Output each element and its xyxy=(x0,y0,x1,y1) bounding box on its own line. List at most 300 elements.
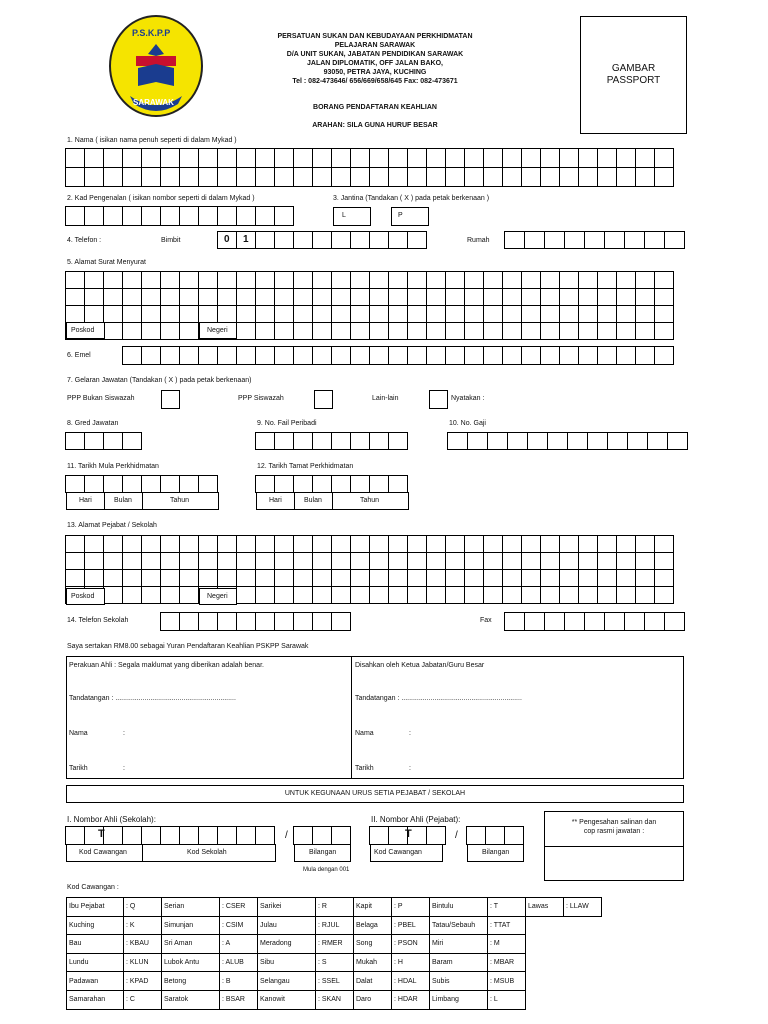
input-cell[interactable] xyxy=(483,586,503,604)
input-cell[interactable] xyxy=(217,346,237,365)
input-cell[interactable] xyxy=(293,271,313,289)
input-cell[interactable] xyxy=(540,305,560,323)
input-cell[interactable] xyxy=(587,432,608,450)
input-cell[interactable] xyxy=(141,148,161,168)
gaji-grid[interactable] xyxy=(448,433,688,450)
input-cell[interactable] xyxy=(507,432,528,450)
input-cell[interactable] xyxy=(141,288,161,306)
input-cell[interactable] xyxy=(274,346,294,365)
input-cell[interactable] xyxy=(616,569,636,587)
nama-grid[interactable] xyxy=(66,149,674,187)
input-cell[interactable] xyxy=(664,612,685,631)
ppp-sis-checkbox[interactable] xyxy=(314,390,333,409)
input-cell[interactable] xyxy=(255,231,275,249)
input-cell[interactable] xyxy=(540,167,560,187)
input-cell[interactable] xyxy=(331,271,351,289)
input-cell[interactable] xyxy=(65,305,85,323)
input-cell[interactable] xyxy=(388,586,408,604)
input-cell[interactable] xyxy=(559,305,579,323)
input-cell[interactable] xyxy=(236,535,256,553)
input-cell[interactable] xyxy=(312,167,332,187)
input-cell[interactable] xyxy=(122,826,142,845)
input-cell[interactable] xyxy=(255,475,275,493)
input-cell[interactable] xyxy=(502,586,522,604)
input-cell[interactable] xyxy=(369,148,389,168)
input-cell[interactable] xyxy=(312,322,332,340)
input-cell[interactable] xyxy=(567,432,588,450)
input-cell[interactable] xyxy=(160,305,180,323)
input-cell[interactable] xyxy=(483,167,503,187)
bilangan-pejabat-grid[interactable] xyxy=(467,827,524,845)
input-cell[interactable] xyxy=(466,826,486,845)
input-cell[interactable] xyxy=(521,322,541,340)
input-cell[interactable] xyxy=(407,322,427,340)
input-cell[interactable] xyxy=(654,569,674,587)
input-cell[interactable] xyxy=(350,346,370,365)
input-cell[interactable] xyxy=(654,305,674,323)
input-cell[interactable] xyxy=(293,612,313,631)
input-cell[interactable] xyxy=(464,167,484,187)
input-cell[interactable] xyxy=(445,305,465,323)
input-cell[interactable] xyxy=(103,569,123,587)
jantina-p-box[interactable] xyxy=(391,207,429,226)
input-cell[interactable] xyxy=(407,346,427,365)
input-cell[interactable] xyxy=(160,612,180,631)
input-cell[interactable] xyxy=(103,432,123,450)
input-cell[interactable] xyxy=(293,586,313,604)
input-cell[interactable] xyxy=(350,305,370,323)
input-cell[interactable] xyxy=(426,346,446,365)
input-cell[interactable] xyxy=(65,475,85,493)
input-cell[interactable] xyxy=(483,288,503,306)
input-cell[interactable] xyxy=(255,569,275,587)
input-cell[interactable] xyxy=(198,826,218,845)
input-cell[interactable] xyxy=(65,826,85,845)
input-cell[interactable] xyxy=(160,206,180,226)
input-cell[interactable] xyxy=(388,552,408,570)
input-cell[interactable] xyxy=(160,552,180,570)
input-cell[interactable] xyxy=(547,432,568,450)
input-cell[interactable] xyxy=(141,322,161,340)
input-cell[interactable] xyxy=(331,475,351,493)
input-cell[interactable] xyxy=(464,586,484,604)
input-cell[interactable] xyxy=(559,586,579,604)
input-cell[interactable] xyxy=(426,288,446,306)
input-cell[interactable] xyxy=(312,271,332,289)
input-cell[interactable] xyxy=(464,552,484,570)
input-cell[interactable] xyxy=(521,288,541,306)
lain-checkbox[interactable] xyxy=(429,390,448,409)
input-cell[interactable] xyxy=(654,288,674,306)
input-cell[interactable] xyxy=(141,167,161,187)
input-cell[interactable] xyxy=(654,148,674,168)
input-cell[interactable] xyxy=(141,346,161,365)
input-cell[interactable] xyxy=(236,346,256,365)
input-cell[interactable] xyxy=(141,535,161,553)
gred-grid[interactable] xyxy=(66,433,142,450)
input-cell[interactable] xyxy=(236,826,256,845)
input-cell[interactable] xyxy=(559,346,579,365)
input-cell[interactable] xyxy=(524,612,545,631)
input-cell[interactable] xyxy=(369,475,389,493)
input-cell[interactable] xyxy=(502,569,522,587)
input-cell[interactable] xyxy=(236,167,256,187)
input-cell[interactable] xyxy=(198,305,218,323)
input-cell[interactable] xyxy=(407,231,427,249)
input-cell[interactable] xyxy=(635,167,655,187)
input-cell[interactable] xyxy=(293,322,313,340)
input-cell[interactable] xyxy=(293,231,313,249)
input-cell[interactable] xyxy=(426,322,446,340)
input-cell[interactable] xyxy=(464,148,484,168)
input-cell[interactable] xyxy=(312,231,332,249)
input-cell[interactable] xyxy=(350,167,370,187)
input-cell[interactable] xyxy=(635,288,655,306)
input-cell[interactable] xyxy=(597,148,617,168)
input-cell[interactable] xyxy=(445,271,465,289)
input-cell[interactable] xyxy=(255,148,275,168)
tarikh-tamat-grid[interactable] xyxy=(256,476,408,493)
input-cell[interactable] xyxy=(312,475,332,493)
input-cell[interactable] xyxy=(407,586,427,604)
input-cell[interactable] xyxy=(103,586,123,604)
input-cell[interactable] xyxy=(65,288,85,306)
input-cell[interactable] xyxy=(597,322,617,340)
input-cell[interactable] xyxy=(274,612,294,631)
input-cell[interactable] xyxy=(160,569,180,587)
input-cell[interactable] xyxy=(597,586,617,604)
input-cell[interactable] xyxy=(369,231,389,249)
input-cell[interactable] xyxy=(369,535,389,553)
input-cell[interactable] xyxy=(654,552,674,570)
input-cell[interactable] xyxy=(293,148,313,168)
input-cell[interactable] xyxy=(217,288,237,306)
input-cell[interactable] xyxy=(84,535,104,553)
input-cell[interactable] xyxy=(293,346,313,365)
input-cell[interactable] xyxy=(293,475,313,493)
input-cell[interactable] xyxy=(597,305,617,323)
input-cell[interactable] xyxy=(293,305,313,323)
input-cell[interactable] xyxy=(350,535,370,553)
input-cell[interactable] xyxy=(624,612,645,631)
input-cell[interactable] xyxy=(255,167,275,187)
input-cell[interactable] xyxy=(103,206,123,226)
input-cell[interactable] xyxy=(274,231,294,249)
input-cell[interactable] xyxy=(654,535,674,553)
input-cell[interactable] xyxy=(407,552,427,570)
input-cell[interactable] xyxy=(179,586,199,604)
input-cell[interactable] xyxy=(464,535,484,553)
rumah-grid[interactable] xyxy=(505,232,685,249)
input-cell[interactable] xyxy=(179,535,199,553)
input-cell[interactable] xyxy=(578,535,598,553)
input-cell[interactable] xyxy=(65,432,85,450)
input-cell[interactable] xyxy=(350,271,370,289)
input-cell[interactable] xyxy=(584,612,605,631)
input-cell[interactable] xyxy=(388,432,408,450)
input-cell[interactable] xyxy=(544,231,565,249)
input-cell[interactable] xyxy=(559,322,579,340)
input-cell[interactable] xyxy=(293,569,313,587)
input-cell[interactable] xyxy=(65,535,85,553)
input-cell[interactable] xyxy=(559,552,579,570)
input-cell[interactable] xyxy=(426,148,446,168)
input-cell[interactable] xyxy=(312,288,332,306)
input-cell[interactable] xyxy=(274,271,294,289)
input-cell[interactable] xyxy=(122,288,142,306)
input-cell[interactable] xyxy=(540,569,560,587)
input-cell[interactable] xyxy=(312,346,332,365)
input-cell[interactable] xyxy=(179,167,199,187)
input-cell[interactable] xyxy=(521,271,541,289)
input-cell[interactable] xyxy=(274,552,294,570)
input-cell[interactable] xyxy=(350,148,370,168)
input-cell[interactable] xyxy=(369,569,389,587)
input-cell[interactable] xyxy=(331,432,351,450)
input-cell[interactable] xyxy=(559,148,579,168)
input-cell[interactable] xyxy=(217,148,237,168)
input-cell[interactable] xyxy=(635,569,655,587)
input-cell[interactable] xyxy=(540,271,560,289)
input-cell[interactable] xyxy=(388,569,408,587)
input-cell[interactable] xyxy=(654,322,674,340)
input-cell[interactable] xyxy=(426,167,446,187)
input-cell[interactable] xyxy=(84,475,104,493)
input-cell[interactable] xyxy=(578,346,598,365)
input-cell[interactable] xyxy=(198,271,218,289)
input-cell[interactable] xyxy=(521,535,541,553)
input-cell[interactable] xyxy=(122,475,142,493)
input-cell[interactable] xyxy=(426,552,446,570)
input-cell[interactable] xyxy=(644,231,665,249)
input-cell[interactable] xyxy=(369,552,389,570)
input-cell[interactable] xyxy=(521,552,541,570)
input-cell[interactable] xyxy=(160,271,180,289)
input-cell[interactable] xyxy=(369,826,389,845)
input-cell[interactable] xyxy=(502,167,522,187)
input-cell[interactable] xyxy=(540,288,560,306)
input-cell[interactable] xyxy=(160,167,180,187)
input-cell[interactable] xyxy=(312,535,332,553)
input-cell[interactable] xyxy=(141,826,161,845)
input-cell[interactable] xyxy=(559,167,579,187)
input-cell[interactable] xyxy=(274,288,294,306)
input-cell[interactable] xyxy=(485,826,505,845)
input-cell[interactable] xyxy=(179,288,199,306)
input-cell[interactable] xyxy=(604,231,625,249)
input-cell[interactable] xyxy=(293,535,313,553)
input-cell[interactable] xyxy=(388,167,408,187)
input-cell[interactable] xyxy=(578,569,598,587)
input-cell[interactable] xyxy=(667,432,688,450)
input-cell[interactable] xyxy=(255,271,275,289)
input-cell[interactable] xyxy=(635,148,655,168)
input-cell[interactable] xyxy=(350,586,370,604)
input-cell[interactable] xyxy=(388,231,408,249)
input-cell[interactable] xyxy=(274,322,294,340)
input-cell[interactable] xyxy=(654,346,674,365)
input-cell[interactable] xyxy=(464,346,484,365)
input-cell[interactable] xyxy=(179,612,199,631)
input-cell[interactable] xyxy=(647,432,668,450)
emel-grid[interactable] xyxy=(123,347,674,365)
input-cell[interactable] xyxy=(198,206,218,226)
input-cell[interactable] xyxy=(540,322,560,340)
input-cell[interactable] xyxy=(312,826,332,845)
input-cell[interactable] xyxy=(654,167,674,187)
input-cell[interactable] xyxy=(407,271,427,289)
bilangan-sekolah-grid[interactable] xyxy=(294,827,351,845)
input-cell[interactable] xyxy=(504,231,525,249)
input-cell[interactable] xyxy=(540,148,560,168)
input-cell[interactable] xyxy=(179,475,199,493)
input-cell[interactable] xyxy=(255,826,275,845)
input-cell[interactable] xyxy=(160,346,180,365)
input-cell[interactable] xyxy=(578,167,598,187)
input-cell[interactable] xyxy=(179,206,199,226)
input-cell[interactable] xyxy=(179,305,199,323)
input-cell[interactable] xyxy=(122,432,142,450)
input-cell[interactable] xyxy=(236,322,256,340)
input-cell[interactable] xyxy=(198,535,218,553)
input-cell[interactable] xyxy=(464,288,484,306)
input-cell[interactable] xyxy=(388,288,408,306)
input-cell[interactable] xyxy=(198,552,218,570)
input-cell[interactable] xyxy=(331,535,351,553)
input-cell[interactable] xyxy=(160,288,180,306)
input-cell[interactable] xyxy=(274,475,294,493)
input-cell[interactable] xyxy=(369,432,389,450)
input-cell[interactable] xyxy=(616,535,636,553)
input-cell[interactable] xyxy=(84,432,104,450)
input-cell[interactable] xyxy=(84,288,104,306)
bimbit-grid[interactable] xyxy=(218,232,427,249)
input-cell[interactable] xyxy=(160,586,180,604)
input-cell[interactable] xyxy=(578,322,598,340)
input-cell[interactable] xyxy=(331,288,351,306)
input-cell[interactable] xyxy=(122,206,142,226)
input-cell[interactable] xyxy=(179,569,199,587)
input-cell[interactable] xyxy=(312,612,332,631)
input-cell[interactable] xyxy=(217,569,237,587)
input-cell[interactable] xyxy=(644,612,665,631)
input-cell[interactable] xyxy=(564,612,585,631)
input-cell[interactable] xyxy=(445,535,465,553)
input-cell[interactable] xyxy=(217,552,237,570)
input-cell[interactable] xyxy=(664,231,685,249)
input-cell[interactable] xyxy=(483,346,503,365)
input-cell[interactable] xyxy=(578,586,598,604)
input-cell[interactable] xyxy=(293,288,313,306)
input-cell[interactable] xyxy=(122,569,142,587)
input-cell[interactable] xyxy=(255,432,275,450)
input-cell[interactable] xyxy=(122,552,142,570)
input-cell[interactable] xyxy=(331,552,351,570)
input-cell[interactable] xyxy=(179,826,199,845)
input-cell[interactable] xyxy=(487,432,508,450)
input-cell[interactable] xyxy=(84,206,104,226)
input-cell[interactable] xyxy=(464,569,484,587)
input-cell[interactable] xyxy=(217,826,237,845)
input-cell[interactable] xyxy=(407,288,427,306)
input-cell[interactable] xyxy=(65,167,85,187)
fax-grid[interactable] xyxy=(505,613,685,631)
input-cell[interactable] xyxy=(122,271,142,289)
input-cell[interactable] xyxy=(502,535,522,553)
input-cell[interactable] xyxy=(521,346,541,365)
input-cell[interactable] xyxy=(559,271,579,289)
input-cell[interactable] xyxy=(540,535,560,553)
input-cell[interactable] xyxy=(426,569,446,587)
input-cell[interactable] xyxy=(274,432,294,450)
input-cell[interactable] xyxy=(198,612,218,631)
input-cell[interactable] xyxy=(312,569,332,587)
input-cell[interactable] xyxy=(274,167,294,187)
input-cell[interactable] xyxy=(179,148,199,168)
input-cell[interactable] xyxy=(122,586,142,604)
input-cell[interactable] xyxy=(597,346,617,365)
input-cell[interactable] xyxy=(312,552,332,570)
input-cell[interactable] xyxy=(597,167,617,187)
input-cell[interactable] xyxy=(426,305,446,323)
input-cell[interactable] xyxy=(564,231,585,249)
input-cell[interactable] xyxy=(198,167,218,187)
input-cell[interactable] xyxy=(160,322,180,340)
input-cell[interactable] xyxy=(103,535,123,553)
alamat-grid[interactable] xyxy=(66,272,674,340)
input-cell[interactable] xyxy=(369,322,389,340)
input-cell[interactable] xyxy=(141,271,161,289)
input-cell[interactable] xyxy=(84,552,104,570)
input-cell[interactable] xyxy=(103,288,123,306)
input-cell[interactable] xyxy=(616,346,636,365)
input-cell[interactable] xyxy=(635,346,655,365)
input-cell[interactable] xyxy=(103,475,123,493)
input-cell[interactable] xyxy=(236,148,256,168)
input-cell[interactable] xyxy=(236,288,256,306)
input-cell[interactable] xyxy=(331,305,351,323)
input-cell[interactable] xyxy=(388,148,408,168)
input-cell[interactable] xyxy=(597,288,617,306)
input-cell[interactable] xyxy=(198,288,218,306)
input-cell[interactable] xyxy=(483,305,503,323)
input-cell[interactable] xyxy=(217,206,237,226)
input-cell[interactable] xyxy=(502,271,522,289)
input-cell[interactable] xyxy=(293,432,313,450)
input-cell[interactable] xyxy=(502,288,522,306)
input-cell[interactable] xyxy=(483,569,503,587)
input-cell[interactable] xyxy=(388,475,408,493)
input-cell[interactable] xyxy=(483,535,503,553)
input-cell[interactable] xyxy=(84,167,104,187)
input-cell[interactable] xyxy=(524,231,545,249)
input-cell[interactable] xyxy=(331,322,351,340)
input-cell[interactable] xyxy=(217,305,237,323)
input-cell[interactable] xyxy=(627,432,648,450)
input-cell[interactable] xyxy=(369,167,389,187)
input-cell[interactable] xyxy=(445,288,465,306)
input-cell[interactable] xyxy=(312,148,332,168)
input-cell[interactable] xyxy=(141,305,161,323)
input-cell[interactable] xyxy=(103,826,123,845)
input-cell[interactable] xyxy=(464,322,484,340)
input-cell[interactable] xyxy=(597,552,617,570)
input-cell[interactable] xyxy=(312,586,332,604)
input-cell[interactable] xyxy=(236,305,256,323)
input-cell[interactable] xyxy=(65,206,85,226)
input-cell[interactable] xyxy=(331,167,351,187)
input-cell[interactable] xyxy=(654,586,674,604)
